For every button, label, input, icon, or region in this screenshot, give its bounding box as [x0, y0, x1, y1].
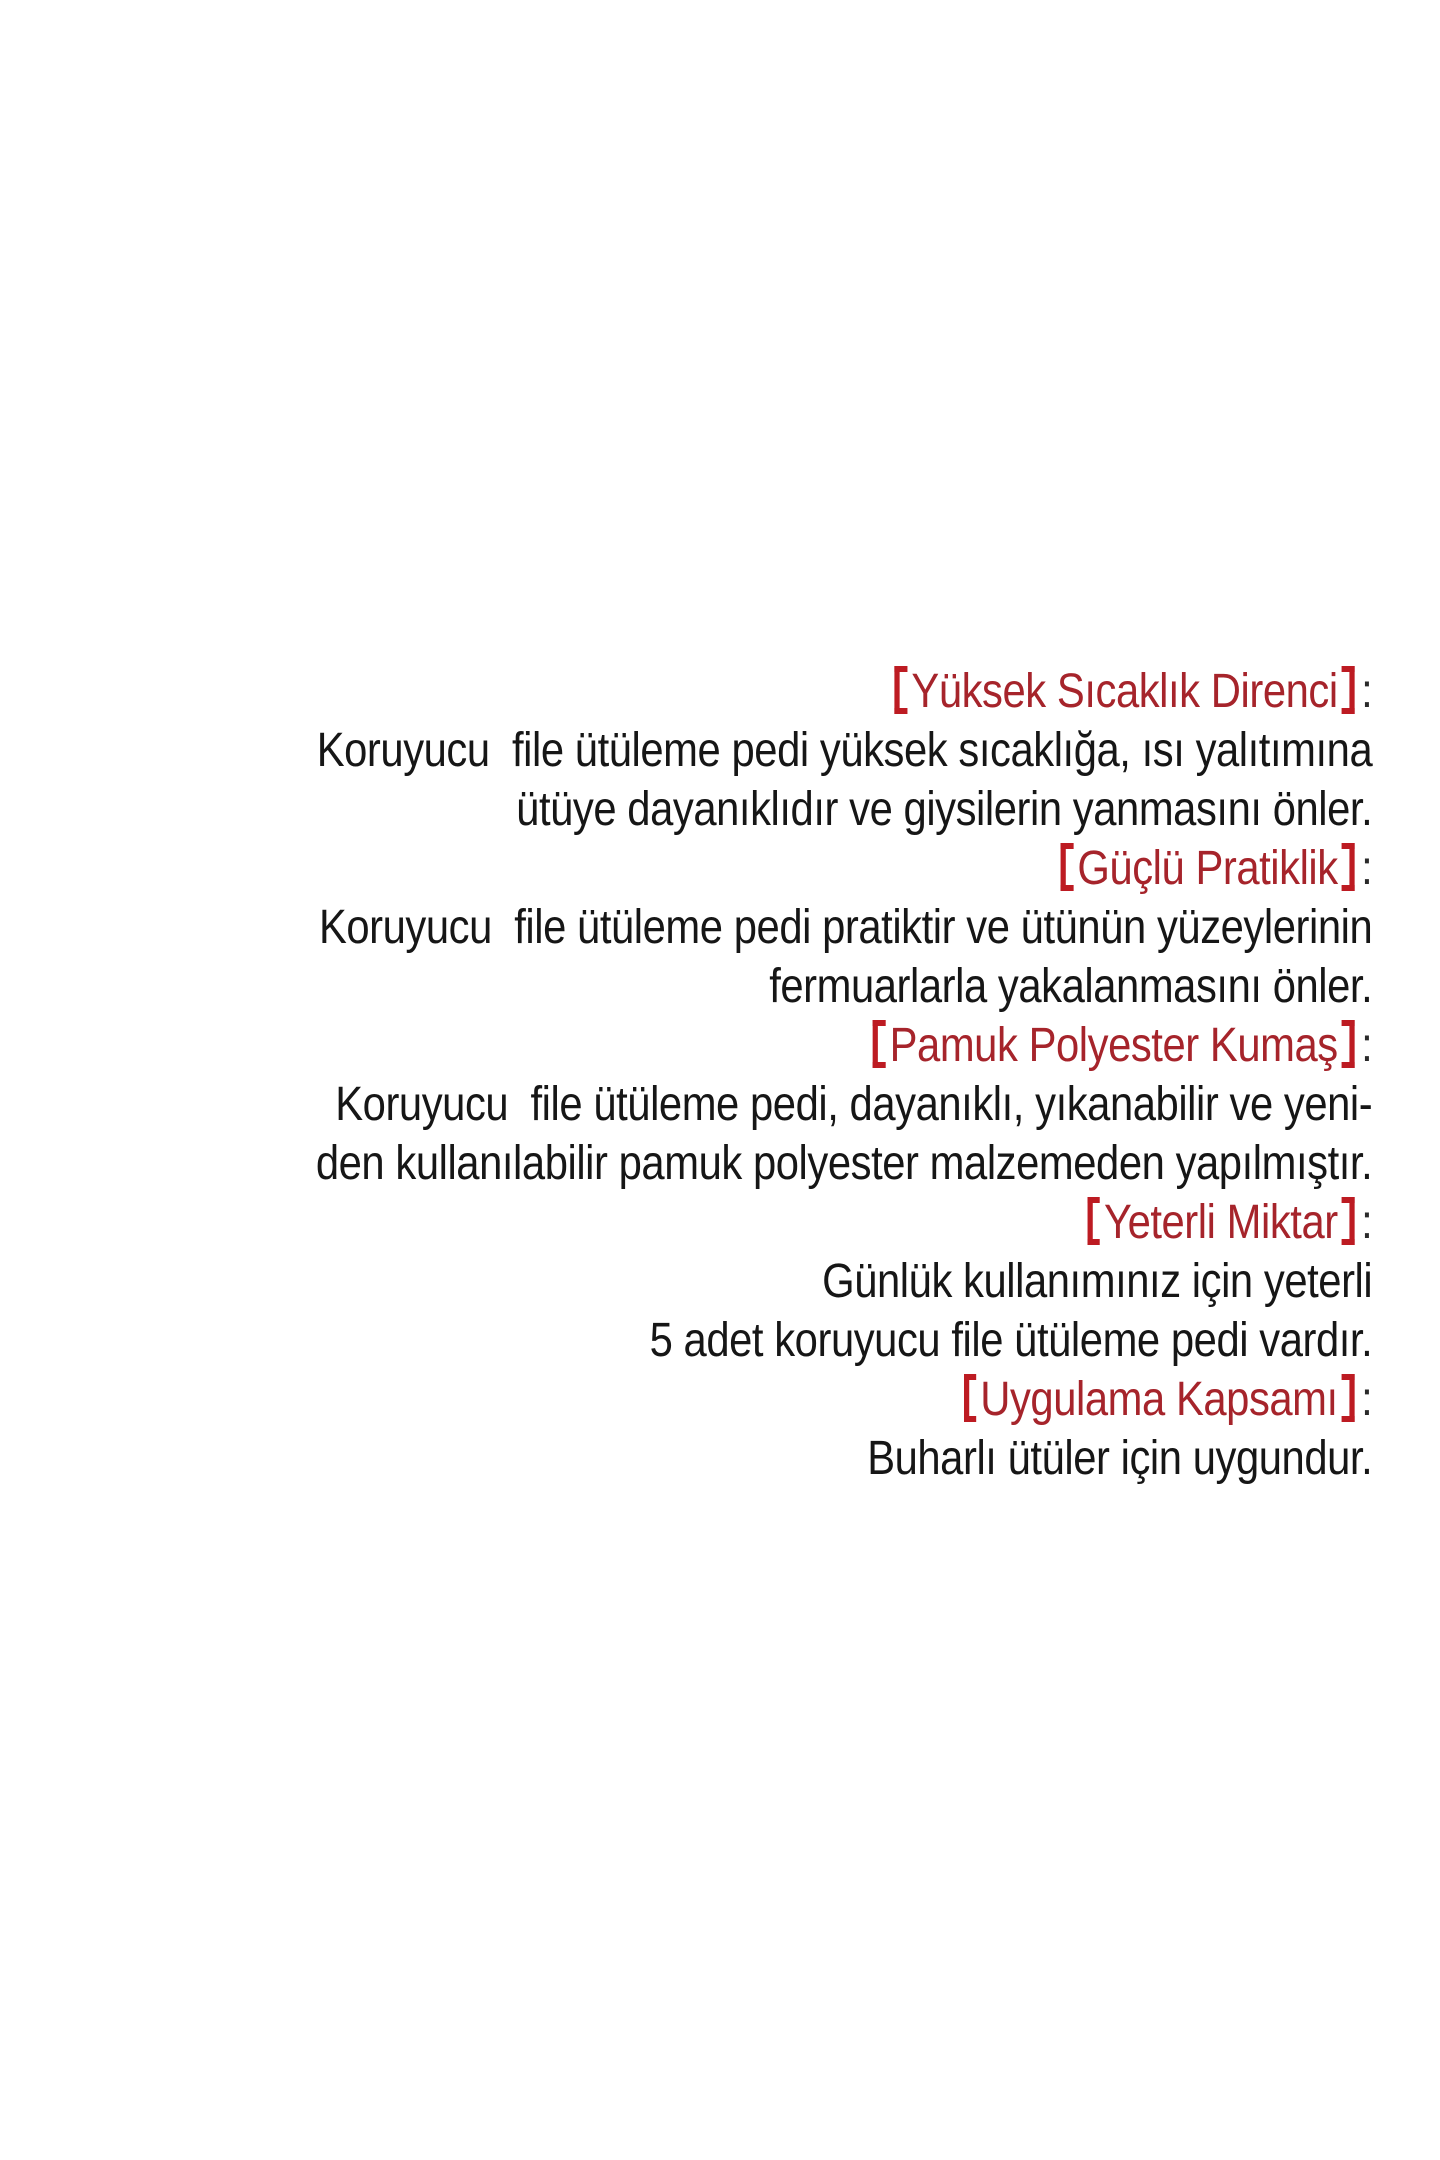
heading-colon: : — [1360, 1019, 1372, 1072]
section-heading — [316, 662, 1372, 721]
heading-colon: : — [1360, 842, 1372, 895]
heading-colon: : — [1360, 665, 1372, 718]
description-line: Buharlı ütüler için uygundur. — [866, 1432, 1372, 1485]
description-line: ütüye dayanıklıdır ve giysilerin yanmasını önler. — [515, 783, 1372, 836]
description-line: fermuarlarla yakalanmasını önler. — [768, 960, 1372, 1013]
lenticular-bracket-close-icon — [1342, 1374, 1355, 1422]
lenticular-bracket-open-icon — [1060, 843, 1073, 891]
section-heading — [316, 1370, 1372, 1429]
section-heading — [316, 1193, 1372, 1252]
section-heading-text: Yeterli Miktar — [1103, 1196, 1338, 1249]
section-heading — [316, 839, 1372, 898]
section-heading-text: Güçlü Pratiklik — [1077, 842, 1338, 895]
product-description — [316, 662, 1372, 1488]
lenticular-bracket-close-icon — [1342, 1020, 1355, 1068]
description-line: den kullanılabilir pamuk polyester malzemeden yapılmıştır. — [315, 1137, 1372, 1190]
lenticular-bracket-open-icon — [1087, 1197, 1100, 1245]
lenticular-bracket-open-icon — [873, 1020, 886, 1068]
section-heading-text: Yüksek Sıcaklık Direnci — [911, 665, 1338, 718]
description-line: Günlük kullanımınız için yeterli — [821, 1255, 1372, 1308]
section-heading — [316, 1016, 1372, 1075]
description-line: Koruyucu file ütüleme pedi yüksek sıcaklığa, ısı yalıtımına — [316, 724, 1372, 777]
lenticular-bracket-close-icon — [1342, 666, 1355, 714]
description-line: 5 adet koruyucu file ütüleme pedi vardır. — [649, 1314, 1372, 1367]
section-heading-text: Uygulama Kapsamı — [980, 1373, 1338, 1426]
heading-colon: : — [1360, 1373, 1372, 1426]
heading-colon: : — [1360, 1196, 1372, 1249]
description-line: Koruyucu file ütüleme pedi, dayanıklı, yıkanabilir ve yeni- — [334, 1078, 1373, 1131]
lenticular-bracket-close-icon — [1342, 843, 1355, 891]
section-heading-text: Pamuk Polyester Kumaş — [889, 1019, 1338, 1072]
lenticular-bracket-open-icon — [894, 666, 907, 714]
lenticular-bracket-close-icon — [1342, 1197, 1355, 1245]
lenticular-bracket-open-icon — [963, 1374, 976, 1422]
description-line: Koruyucu file ütüleme pedi pratiktir ve ütünün yüzeylerinin — [318, 901, 1372, 954]
